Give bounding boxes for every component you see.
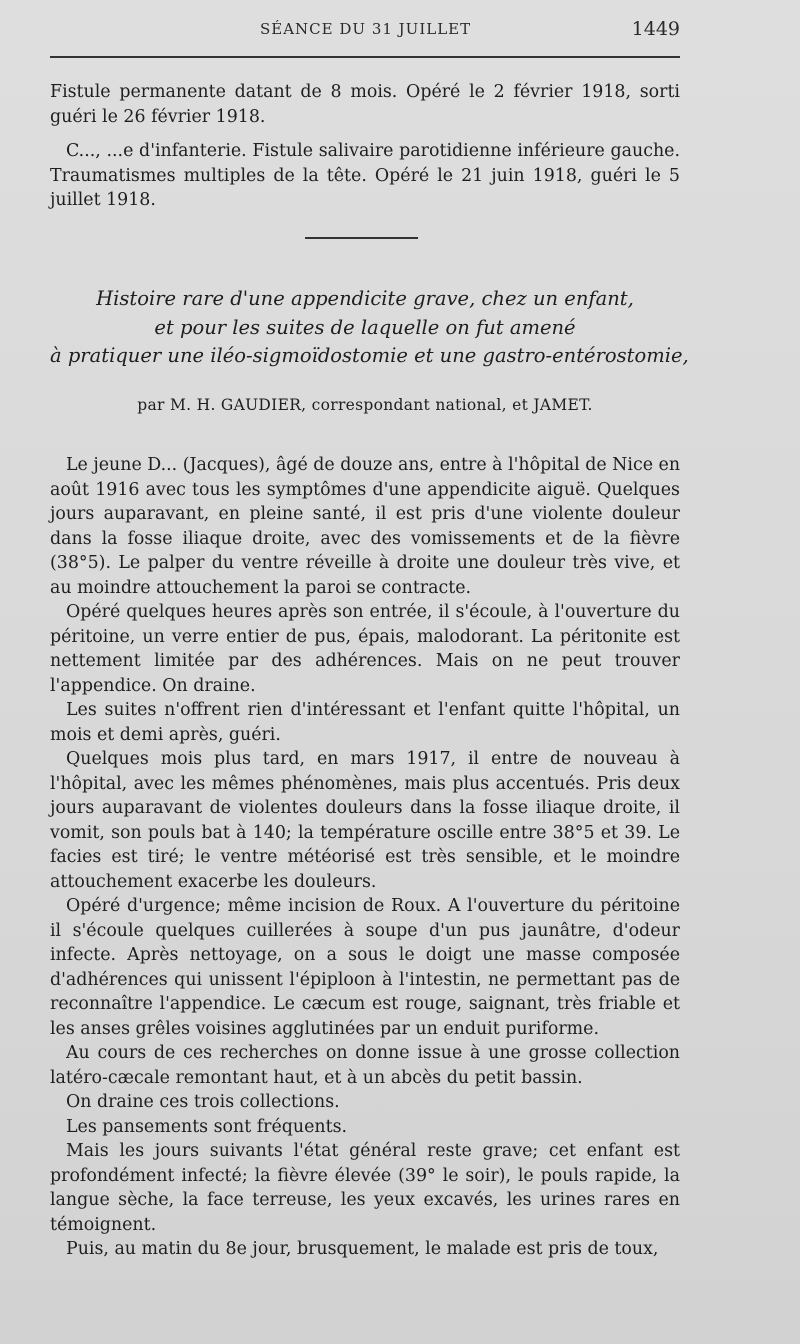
article-body — [50, 453, 680, 1262]
article-authors: par M. H. GAUDIER, correspondant national, et JAMET. — [137, 396, 593, 414]
previous-case-paragraph: C..., ...e d'infanterie. Fistule salivaire parotidienne inférieure gauche. Traumatismes multiples de la tête. Opéré le 21 juin 1918, guéri le 5 juillet 1918. — [50, 141, 680, 210]
body-paragraph: Opéré d'urgence; même incision de Roux. A l'ouverture du péritoine il s'écoule quelques cuillerées à soupe d'un pus jaunâtre, d'odeur infecte. Après nettoyage, on a sous le doigt une masse composée d'adhérences qui unissent l'épiploon à l'intestin, ne permettant pas de reconnaître l'appendice. Le cæcum est rouge, saignant, très friable et les anses grêles voisines agglutinées par un enduit puriforme. — [50, 896, 680, 1039]
article-title-line: et pour les suites de laquelle on fut amené — [154, 315, 576, 339]
page-number: 1449 — [631, 18, 680, 40]
header-rule — [50, 56, 680, 58]
body-paragraph: Au cours de ces recherches on donne issue à une grosse collection latéro-cæcale remontant haut, et à un abcès du petit bassin. — [50, 1043, 680, 1088]
section-separator-rule — [305, 237, 418, 239]
body-paragraph: Mais les jours suivants l'état général reste grave; cet enfant est profondément infecté; la fièvre élevée (39° le soir), le pouls rapide, la langue sèche, la face terreuse, les yeux excavés, les urines rares en témoignent. — [50, 1141, 680, 1235]
previous-case-paragraph: Fistule permanente datant de 8 mois. Opéré le 2 février 1918, sorti guéri le 26 février 1918. — [50, 82, 680, 127]
body-paragraph: Opéré quelques heures après son entrée, il s'écoule, à l'ouverture du péritoine, un verre entier de pus, épais, malodorant. La péritonite est nettement limitée par des adhérences. Mais on ne peut trouver l'appendice. On draine. — [50, 602, 680, 696]
previous-cases-block — [50, 80, 680, 213]
article-title — [50, 285, 689, 371]
body-paragraph: Quelques mois plus tard, en mars 1917, il entre de nouveau à l'hôpital, avec les mêmes phénomènes, mais plus accentués. Pris deux jours auparavant de violentes douleurs dans la fosse iliaque droite, il vomit, son pouls bat à 140; la température oscille entre 38°5 et 39. Le facies est tiré; le ventre météorisé est très sensible, et le moindre attouchement exacerbe les douleurs. — [50, 749, 680, 892]
running-header — [50, 18, 680, 46]
running-header-title: SÉANCE DU 31 JUILLET — [260, 20, 472, 38]
article-title-line: Histoire rare d'une appendicite grave, chez un enfant, — [96, 287, 634, 310]
body-paragraph: Le jeune D... (Jacques), âgé de douze ans, entre à l'hôpital de Nice en août 1916 avec tous les symptômes d'une appendicite aiguë. Quelques jours auparavant, en pleine santé, il est pris d'une violente douleur dans la fosse iliaque droite, avec des vomissements et de la fièvre (38°5). Le palper du ventre réveille à droite une douleur très vive, et au moindre attouchement la paroi se contracte. — [50, 455, 681, 598]
article-title-line: à pratiquer une iléo-sigmoïdostomie et une gastro-entérostomie, — [50, 344, 689, 367]
body-paragraph: On draine ces trois collections. — [66, 1092, 340, 1112]
body-paragraph: Les pansements sont fréquents. — [66, 1116, 348, 1137]
body-paragraph: Les suites n'offrent rien d'intéressant et l'enfant quitte l'hôpital, un mois et demi après, guéri. — [50, 700, 680, 745]
body-paragraph: Puis, au matin du 8e jour, brusquement, le malade est pris de toux, — [66, 1239, 659, 1259]
